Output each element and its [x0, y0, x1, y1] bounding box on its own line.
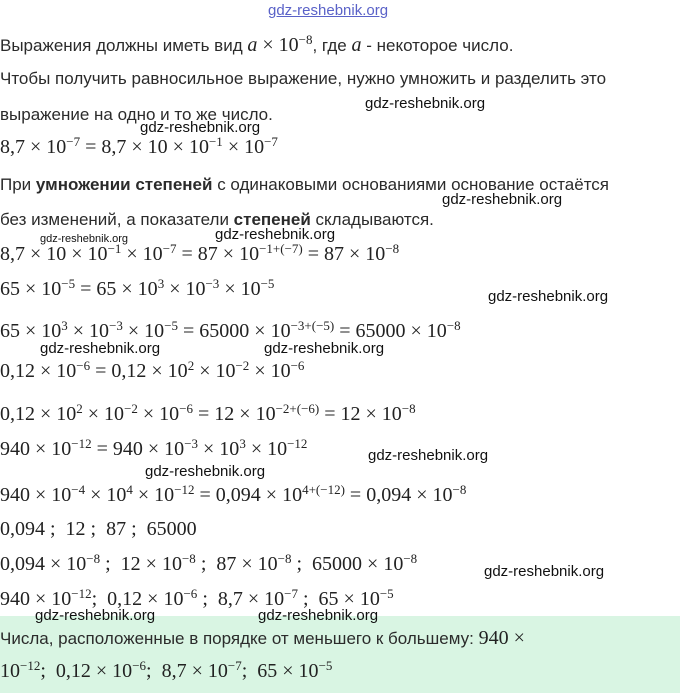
formula-1: $8,7 \times 10^{-7} = 8,7 \times 10 \times 10^{-1} \times 10^{-7}$: [0, 133, 278, 158]
watermark-8: gdz-reshebnik.org: [264, 340, 385, 357]
watermark-13: gdz-reshebnik.org: [258, 607, 379, 624]
formula-2: $8,7 \times 10 \times 10^{-1} \times 10^{-7} = 87 \times 10^{-1+(-7)} = 87 \times 10^{-8}$: [0, 240, 400, 265]
intro-var-a: a: [351, 34, 362, 56]
explain-line-1: Чтобы получить равносильное выражение, нужно умножить и разделить это: [0, 69, 607, 88]
watermark-12: gdz-reshebnik.org: [35, 607, 156, 624]
rule-text-c: с одинаковыми основаниями основание остаётся: [217, 175, 609, 194]
watermark-9: gdz-reshebnik.org: [368, 447, 489, 464]
watermark-3: gdz-reshebnik.org: [442, 191, 563, 208]
intro-text-a: Выражения должны иметь вид: [0, 36, 243, 55]
watermark-2: gdz-reshebnik.org: [140, 119, 261, 136]
numbers-list: 0,094 ; 12 ; 87 ; 65000: [0, 518, 197, 540]
rule-text-f: складываются.: [315, 210, 434, 229]
watermark-1: gdz-reshebnik.org: [365, 95, 486, 112]
watermark-10: gdz-reshebnik.org: [145, 463, 266, 480]
formula-8: $940 \times 10^{-4} \times 10^4 \times 10^{-12} = 0,094 \times 10^{4+(-12)} = 0,094 \times 10^{-8}$: [0, 481, 467, 506]
answer-label: Числа, расположенные в порядке от меньшего к большему:: [0, 629, 474, 648]
formula-5: $0,12 \times 10^{-6} = 0,12 \times 10^2 \times 10^{-2} \times 10^{-6}$: [0, 357, 305, 382]
formula-7: $940 \times 10^{-12} = 940 \times 10^{-3} \times 10^3 \times 10^{-12}$: [0, 435, 308, 460]
intro-text-c: - некоторое число.: [366, 36, 514, 55]
rule-text-e: степеней: [233, 210, 311, 229]
intro-text-b: , где: [312, 36, 347, 55]
watermark-7: gdz-reshebnik.org: [40, 340, 161, 357]
numbers-list-powers: $0,094 \times 10^{-8}$ ; $12 \times 10^{-8}$ ; $87 \times 10^{-8}$ ; $65000 \times 10^{-8}$: [0, 550, 418, 575]
watermark-4: gdz-reshebnik.org: [40, 233, 129, 245]
answer-line-2: $10^{-12}$; $0,12 \times 10^{-6}$; $8,7 \times 10^{-7}$; $65 \times 10^{-5}$: [0, 657, 333, 682]
watermark-11: gdz-reshebnik.org: [484, 563, 605, 580]
formula-3: $65 \times 10^{-5} = 65 \times 10^3 \times 10^{-3} \times 10^{-5}$: [0, 275, 275, 300]
watermark-6: gdz-reshebnik.org: [488, 288, 609, 305]
intro-formula: $a \times 10^{-8}$: [247, 31, 313, 56]
watermark-top-link[interactable]: gdz-reshebnik.org: [268, 2, 389, 19]
rule-text-b: умножении степеней: [35, 175, 213, 194]
formula-4: $65 \times 10^3 \times 10^{-3} \times 10^{-5} = 65000 \times 10^{-3+(-5)} = 65000 \times 10^{-8}$: [0, 317, 461, 342]
answer-line-1: [0, 627, 525, 650]
intro-line: [0, 31, 514, 57]
numbers-list-original: $940 \times 10^{-12}$; $0,12 \times 10^{-6}$ ; $8,7 \times 10^{-7}$ ; $65 \times 10^{-5}$: [0, 585, 394, 610]
answer-formula-start: 940 ×: [478, 627, 525, 649]
explain-line-2: выражение на одно и то же число.: [0, 105, 273, 124]
rule-text-a: При: [0, 175, 32, 194]
watermark-5: gdz-reshebnik.org: [215, 226, 336, 243]
rule-text-d: без изменений, а показатели: [0, 210, 229, 229]
formula-6: $0,12 \times 10^2 \times 10^{-2} \times 10^{-6} = 12 \times 10^{-2+(-6)} = 12 \times 10^{-8}$: [0, 400, 416, 425]
